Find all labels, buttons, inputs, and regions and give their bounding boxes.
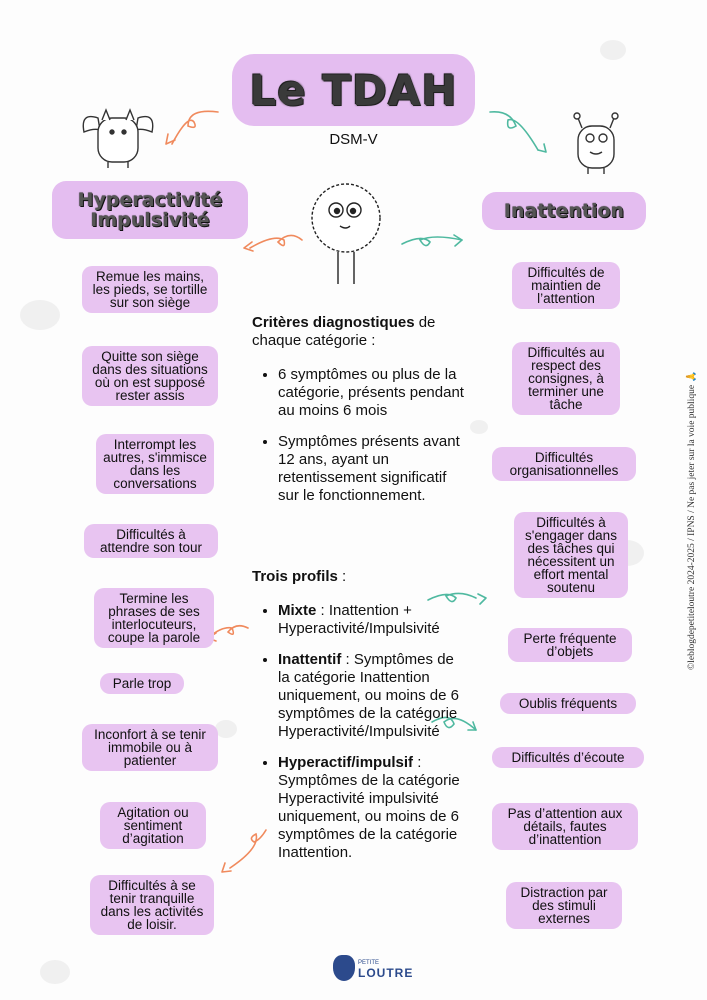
right-symptom-pill — [500, 693, 636, 714]
right-symptom-pill — [492, 747, 644, 768]
profiles-heading — [252, 568, 467, 586]
right-symptom-pill — [508, 628, 632, 662]
petite-loutre-logo — [333, 955, 413, 981]
symptom-line: sentiment — [123, 818, 183, 833]
right-symptom-pill — [506, 882, 622, 929]
criteria-heading — [252, 314, 467, 350]
symptom-line: soutenu — [546, 580, 596, 595]
profile-item-mixte — [278, 602, 467, 638]
symptom-line: coupe la parole — [107, 630, 201, 645]
symptom-line: tenir tranquille — [109, 891, 195, 906]
symptom-line: effort mental — [533, 567, 609, 582]
profiles-heading-bold: Trois profils — [252, 568, 338, 585]
profile-item-hyperactif — [278, 754, 467, 862]
right-symptom-pill — [492, 803, 638, 850]
symptom-line: d’agitation — [122, 831, 184, 846]
symptom-line: Distraction par — [520, 885, 608, 900]
symptom-line: consignes, à — [528, 371, 604, 386]
heading-hyperactivite-line1: Hyperactivité — [77, 189, 223, 211]
symptom-line: d’inattention — [528, 832, 602, 847]
symptom-line: dans les activités — [100, 904, 204, 919]
arrow-to-left-heading — [172, 111, 218, 144]
symptom-line: Pas d’attention aux — [507, 806, 623, 821]
symptom-line: Inconfort à se tenir — [94, 727, 206, 742]
right-symptom-pill — [512, 342, 620, 415]
profile-text: : Symptômes de la catégorie Hyperactivité impulsivité uniquement, ou moins de 6 symptômes de la catégorie Inattention. — [278, 754, 460, 861]
logo-small-text: PETITE — [358, 960, 380, 966]
page-subtitle: DSM-V — [329, 131, 378, 148]
right-symptom-pill — [514, 512, 628, 598]
symptom-line: où on est supposé — [94, 375, 206, 390]
logo-wordmark — [358, 958, 413, 978]
symptom-line: Agitation ou — [117, 805, 189, 820]
symptom-line: rester assis — [115, 388, 185, 403]
symptom-line: Remue les mains, — [95, 269, 205, 284]
left-symptom-pill — [82, 346, 218, 406]
left-symptom-pill — [90, 875, 214, 935]
antenna-monster-illustration — [574, 113, 618, 174]
symptom-line: conversations — [113, 476, 197, 491]
profile-text: : Symptômes de la catégorie Inattention uniquement, ou moins de 6 symptômes de la catégorie Hyperactivité/Impulsivité — [278, 651, 459, 740]
symptom-line: patienter — [123, 753, 177, 768]
right-symptom-pill — [492, 447, 636, 481]
symptom-line: Difficultés à — [116, 527, 186, 542]
symptom-line: tâche — [549, 397, 583, 412]
left-symptom-pill — [96, 434, 214, 494]
arrow-from-monster-left — [250, 235, 302, 248]
symptom-line: Quitte son siège — [101, 349, 199, 364]
symptom-line: Parle trop — [112, 676, 172, 691]
left-symptom-pill — [82, 724, 218, 771]
symptom-line: Difficultés — [534, 450, 594, 465]
symptom-line: s'engager dans — [525, 528, 617, 543]
symptom-line: des tâches qui — [527, 541, 615, 556]
symptom-line: dans des situations — [92, 362, 208, 377]
symptom-line: d’objets — [546, 644, 594, 659]
symptom-line: dans les — [129, 463, 181, 478]
symptom-line: respect des — [531, 358, 601, 373]
symptom-line: Perte fréquente — [523, 631, 617, 646]
heading-inattention-text: Inattention — [503, 200, 625, 222]
symptom-line: l’attention — [537, 291, 595, 306]
left-symptom-pill — [84, 524, 218, 558]
left-symptom-pill — [94, 588, 214, 648]
symptom-line: phrases de ses — [108, 604, 200, 619]
title-banner — [232, 54, 475, 126]
symptom-line: sur son siège — [109, 295, 191, 310]
symptom-line: attendre son tour — [99, 540, 203, 555]
profile-item-inattentif — [278, 651, 467, 741]
symptom-line: Difficultés d’écoute — [511, 750, 625, 765]
symptom-line: Difficultés au — [527, 345, 605, 360]
profile-name: Mixte — [278, 602, 317, 619]
page-title: Le TDAH — [249, 65, 458, 115]
left-symptom-pill — [100, 673, 184, 694]
symptom-line: de loisir. — [127, 917, 177, 932]
symptom-line: maintien de — [531, 278, 601, 293]
symptom-line: autres, s'immisce — [103, 450, 207, 465]
criteria-item: • 6 symptômes ou plus de la catégorie, présents pendant au moins 6 mois — [278, 366, 467, 420]
symptom-line: interlocuteurs, — [111, 617, 197, 632]
symptom-line: Interrompt les — [113, 437, 197, 452]
criteria-section — [252, 314, 467, 518]
symptom-line: Difficultés à se — [108, 878, 196, 893]
symptom-line: terminer une — [528, 384, 604, 399]
profile-name: Hyperactif/impulsif — [278, 754, 414, 771]
symptom-line: détails, fautes — [523, 819, 607, 834]
symptom-line: Difficultés de — [527, 265, 605, 280]
symptom-line: immobile ou à — [107, 740, 193, 755]
winged-monster-illustration — [83, 110, 152, 168]
criteria-heading-bold: Critères diagnostiques — [252, 314, 415, 331]
symptom-line: nécessitent un — [527, 554, 615, 569]
heading-hyperactivite — [52, 181, 248, 239]
logo-big-text: LOUTRE — [358, 966, 414, 980]
arrow-from-monster-right — [402, 237, 462, 246]
symptom-line: externes — [538, 911, 590, 926]
symptom-line: Oublis fréquents — [518, 696, 618, 711]
fuzzy-monster-illustration — [312, 184, 380, 284]
profile-name: Inattentif — [278, 651, 342, 668]
symptom-line: Difficultés à — [536, 515, 606, 530]
profiles-list — [252, 602, 467, 862]
criteria-heading-rest: de chaque catégorie : — [252, 314, 436, 349]
arrow-to-right-heading — [490, 112, 538, 150]
left-symptom-pill — [82, 266, 218, 313]
profiles-section — [252, 568, 467, 875]
symptom-line: des stimuli — [532, 898, 596, 913]
copyright-text: ©leblogdepetiteloutre 2024-2025 / IPNS / Ne pas jeter sur la voie publique 🙏 — [687, 370, 697, 670]
arrow-mixte-left — [208, 626, 248, 638]
heading-inattention — [482, 192, 646, 230]
otter-logo-icon — [333, 955, 355, 981]
profiles-heading-rest: : — [337, 568, 347, 585]
copyright-credit — [686, 330, 696, 670]
right-symptom-pill — [512, 262, 620, 309]
symptom-line: organisationnelles — [509, 463, 619, 478]
profile-text: : Inattention + Hyperactivité/Impulsivité — [278, 602, 440, 637]
heading-hyperactivite-line2: Impulsivité — [90, 209, 210, 231]
left-symptom-pill — [100, 802, 206, 849]
symptom-line: Termine les — [119, 591, 189, 606]
criteria-list — [252, 366, 467, 505]
criteria-item: • Symptômes présents avant 12 ans, ayant un retentissement significatif sur le fonctionnement. — [278, 433, 467, 505]
symptom-line: les pieds, se tortille — [92, 282, 208, 297]
